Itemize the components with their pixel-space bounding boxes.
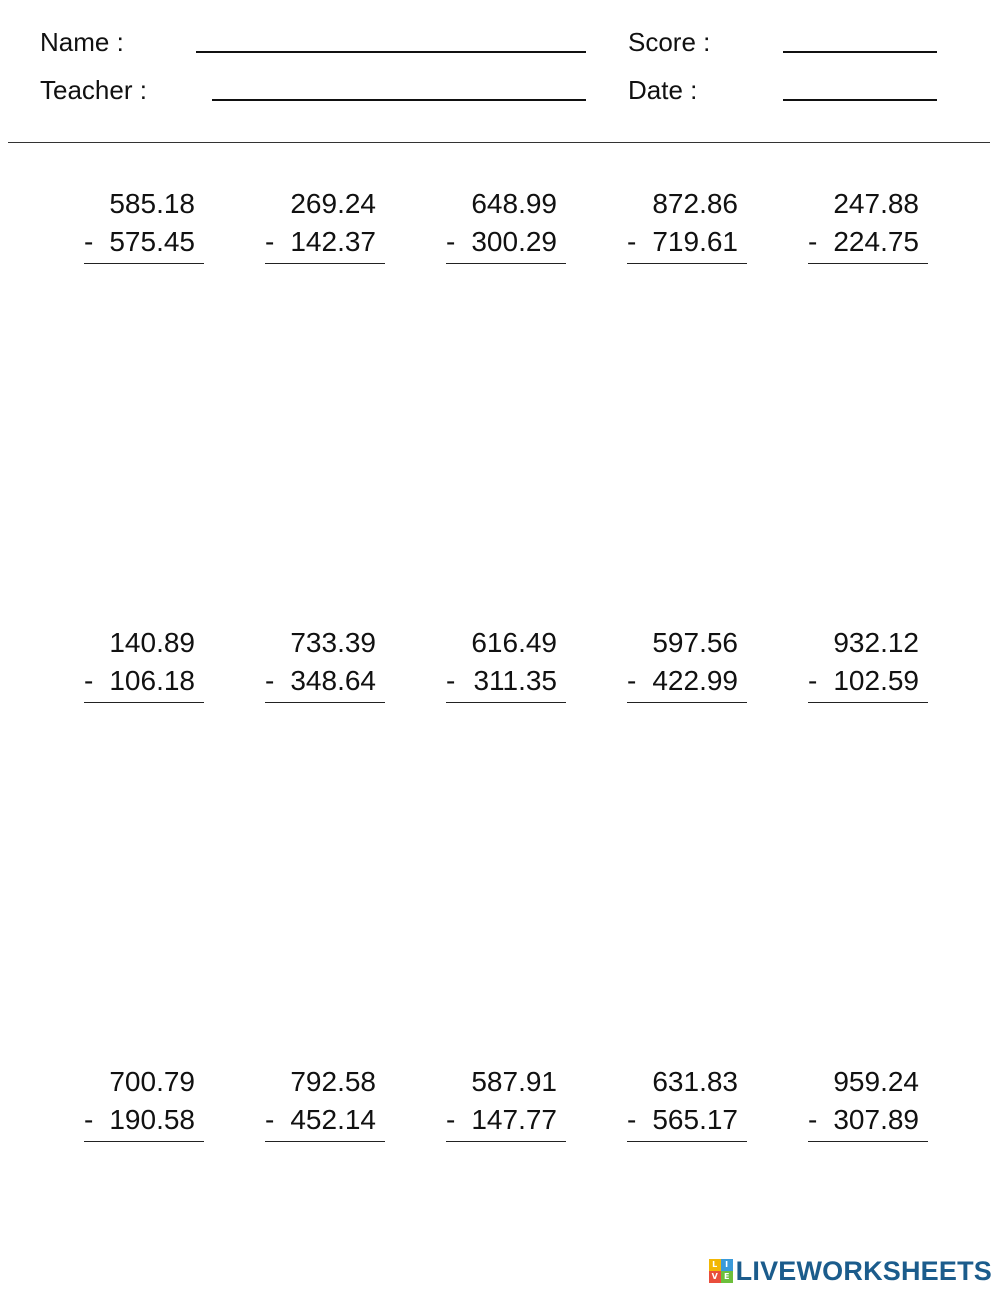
minuend: 700.79 <box>109 1066 195 1097</box>
answer-input[interactable] <box>808 1144 928 1178</box>
answer-rule <box>627 702 747 703</box>
minuend: 792.58 <box>290 1066 376 1097</box>
minus-sign: - <box>446 665 456 696</box>
minuend: 585.18 <box>109 188 195 219</box>
logo-tile-e: E <box>721 1271 733 1283</box>
subtrahend: 102.59 <box>833 665 919 696</box>
score-label: Score : <box>628 27 711 57</box>
minuend: 597.56 <box>652 627 738 658</box>
answer-input[interactable] <box>808 266 928 300</box>
minus-sign: - <box>84 665 94 696</box>
subtraction-problem <box>446 1066 568 1156</box>
answer-rule <box>808 263 928 264</box>
answer-input[interactable] <box>84 705 204 739</box>
liveworksheets-logo <box>709 1254 992 1288</box>
minuend: 959.24 <box>833 1066 919 1097</box>
logo-tile-i: I <box>721 1259 733 1271</box>
subtraction-problem <box>808 627 930 717</box>
subtraction-problem <box>265 188 387 278</box>
answer-input[interactable] <box>84 1144 204 1178</box>
subtrahend: 575.45 <box>109 226 195 257</box>
subtrahend: 565.17 <box>652 1104 738 1135</box>
answer-input[interactable] <box>446 705 566 739</box>
name-input[interactable] <box>196 21 586 51</box>
answer-input[interactable] <box>84 266 204 300</box>
answer-input[interactable] <box>627 266 747 300</box>
score-field[interactable] <box>783 51 937 53</box>
subtraction-problem <box>265 627 387 717</box>
minus-sign: - <box>627 1104 637 1135</box>
logo-tile-l: L <box>709 1259 721 1271</box>
subtrahend: 224.75 <box>833 226 919 257</box>
subtraction-problem <box>627 627 749 717</box>
subtrahend: 422.99 <box>652 665 738 696</box>
subtrahend: 142.37 <box>290 226 376 257</box>
subtrahend: 147.77 <box>471 1104 557 1135</box>
date-field[interactable] <box>783 99 937 101</box>
teacher-field[interactable] <box>212 99 586 101</box>
subtrahend: 348.64 <box>290 665 376 696</box>
subtrahend: 300.29 <box>471 226 557 257</box>
subtrahend: 307.89 <box>833 1104 919 1135</box>
minuend: 587.91 <box>471 1066 557 1097</box>
answer-input[interactable] <box>265 266 385 300</box>
subtraction-problem <box>84 1066 206 1156</box>
answer-rule <box>84 1141 204 1142</box>
minuend: 616.49 <box>471 627 557 658</box>
answer-rule <box>808 702 928 703</box>
answer-rule <box>265 702 385 703</box>
minus-sign: - <box>808 226 818 257</box>
minuend: 631.83 <box>652 1066 738 1097</box>
answer-input[interactable] <box>446 266 566 300</box>
header-divider <box>8 142 990 143</box>
answer-rule <box>446 1141 566 1142</box>
subtraction-problem <box>627 188 749 278</box>
answer-input[interactable] <box>627 705 747 739</box>
minus-sign: - <box>446 1104 456 1135</box>
subtrahend: 452.14 <box>290 1104 376 1135</box>
subtraction-problem <box>446 627 568 717</box>
answer-rule <box>84 263 204 264</box>
minuend: 269.24 <box>290 188 376 219</box>
minuend: 648.99 <box>471 188 557 219</box>
date-input[interactable] <box>783 69 937 99</box>
subtrahend: 311.35 <box>473 665 557 696</box>
liveworksheets-icon <box>709 1259 733 1283</box>
subtraction-problem <box>265 1066 387 1156</box>
answer-rule <box>265 263 385 264</box>
answer-rule <box>446 702 566 703</box>
teacher-input[interactable] <box>212 69 586 99</box>
answer-rule <box>84 702 204 703</box>
subtrahend: 106.18 <box>109 665 195 696</box>
subtraction-problem <box>84 627 206 717</box>
minus-sign: - <box>808 1104 818 1135</box>
minus-sign: - <box>265 665 275 696</box>
minus-sign: - <box>446 226 456 257</box>
minuend: 140.89 <box>109 627 195 658</box>
date-label: Date : <box>628 75 698 105</box>
answer-rule <box>627 1141 747 1142</box>
minuend: 872.86 <box>652 188 738 219</box>
minus-sign: - <box>84 226 94 257</box>
minus-sign: - <box>808 665 818 696</box>
subtraction-problem <box>446 188 568 278</box>
answer-input[interactable] <box>808 705 928 739</box>
minus-sign: - <box>265 226 275 257</box>
logo-tile-v: V <box>709 1271 721 1283</box>
answer-input[interactable] <box>446 1144 566 1178</box>
answer-input[interactable] <box>627 1144 747 1178</box>
name-label: Name : <box>40 27 124 57</box>
minus-sign: - <box>84 1104 94 1135</box>
minuend: 932.12 <box>833 627 919 658</box>
answer-input[interactable] <box>265 1144 385 1178</box>
teacher-label: Teacher : <box>40 75 147 105</box>
minus-sign: - <box>627 665 637 696</box>
answer-rule <box>808 1141 928 1142</box>
subtraction-problem <box>808 188 930 278</box>
answer-rule <box>627 263 747 264</box>
answer-rule <box>265 1141 385 1142</box>
score-input[interactable] <box>783 21 937 51</box>
minuend: 733.39 <box>290 627 376 658</box>
subtraction-problem <box>627 1066 749 1156</box>
minuend: 247.88 <box>833 188 919 219</box>
subtraction-problem <box>84 188 206 278</box>
minus-sign: - <box>265 1104 275 1135</box>
answer-rule <box>446 263 566 264</box>
minus-sign: - <box>627 226 637 257</box>
name-field[interactable] <box>196 51 586 53</box>
brand-text: LIVEWORKSHEETS <box>735 1256 992 1286</box>
answer-input[interactable] <box>265 705 385 739</box>
subtrahend: 190.58 <box>109 1104 195 1135</box>
subtraction-problem <box>808 1066 930 1156</box>
subtrahend: 719.61 <box>652 226 738 257</box>
